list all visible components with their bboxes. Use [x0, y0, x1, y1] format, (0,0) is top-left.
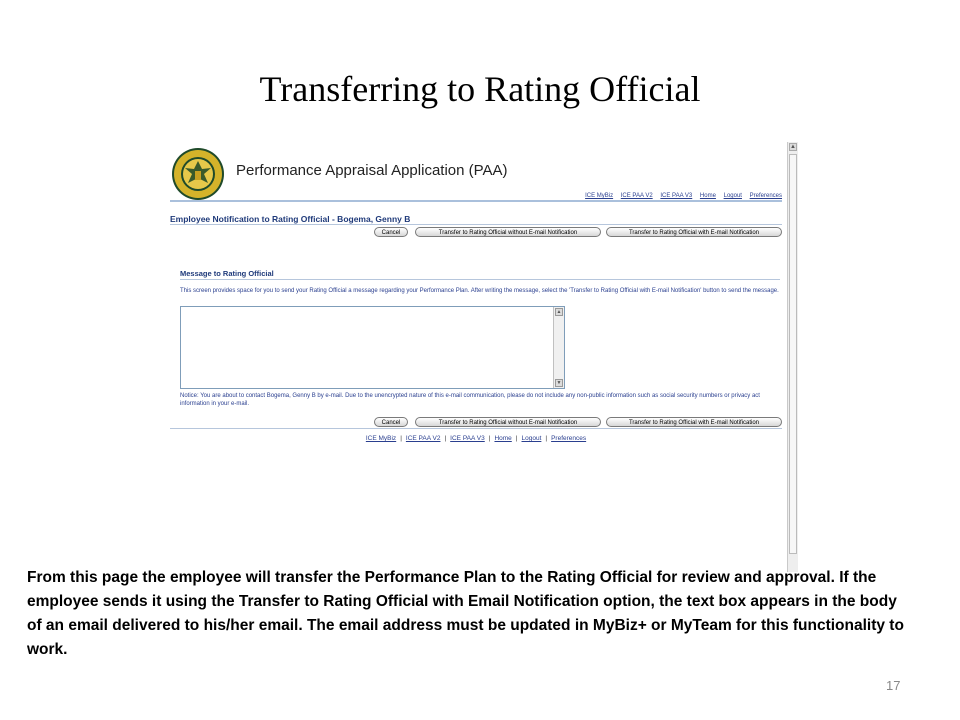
slide-title: Transferring to Rating Official — [259, 69, 701, 109]
scroll-down-icon[interactable]: ▼ — [556, 380, 562, 386]
footer-separator: | — [515, 435, 518, 442]
transfer-with-notification-button-bottom[interactable]: Transfer to Rating Official with E-mail Notification — [606, 417, 782, 427]
footer-separator: | — [444, 435, 447, 442]
global-link-ice-paa-v3[interactable]: ICE PAA V3 — [660, 193, 693, 199]
transfer-with-notification-button-top[interactable]: Transfer to Rating Official with E-mail Notification — [606, 227, 782, 237]
scrollbar-thumb[interactable] — [789, 154, 797, 554]
footer-separator: | — [400, 435, 402, 442]
message-textarea-scrollbar[interactable] — [553, 307, 564, 388]
footer-links — [166, 435, 786, 442]
paa-screenshot — [166, 142, 798, 572]
cancel-button-top[interactable]: Cancel — [374, 227, 408, 237]
message-textarea[interactable] — [180, 306, 565, 389]
message-instructions: This screen provides space for you to send your Rating Official a message regarding your Performance Plan. After writing the message, select the 'Transfer to Rating Official with E-mail Notification' button to send the message. — [180, 288, 779, 294]
email-notice: Notice: You are about to contact Bogema, Genny B by e-mail. Due to the unencrypted nature of this e-mail communication, please do not include any non-public information such as social security numbers or privacy act information in your e-mail. — [180, 393, 760, 407]
cancel-button-bottom[interactable]: Cancel — [374, 417, 408, 427]
footer-link-ice-paa-v2[interactable]: ICE PAA V2 — [405, 435, 441, 442]
footer-divider — [170, 428, 782, 429]
page-header-divider — [170, 224, 782, 225]
footer-link-ice-paa-v3[interactable]: ICE PAA V3 — [450, 435, 485, 442]
footer-separator: | — [488, 435, 491, 442]
footer-link-ice-mybiz[interactable]: ICE MyBiz — [365, 435, 397, 442]
national-guard-bureau-seal-icon — [171, 147, 225, 201]
message-section-divider — [180, 279, 780, 280]
footer-link-home[interactable]: Home — [494, 435, 512, 442]
global-link-logout[interactable]: Logout — [723, 193, 742, 199]
global-link-home[interactable]: Home — [699, 193, 716, 199]
page-header: Employee Notification to Rating Official - Bogema, Genny B — [170, 214, 411, 224]
global-link-preferences[interactable]: Preferences — [749, 193, 782, 199]
footer-link-logout[interactable]: Logout — [521, 435, 542, 442]
page-scrollbar[interactable] — [787, 142, 798, 572]
global-link-ice-mybiz[interactable]: ICE MyBiz — [585, 193, 614, 199]
global-link-ice-paa-v2[interactable]: ICE PAA V2 — [620, 193, 653, 199]
transfer-without-notification-button-bottom[interactable]: Transfer to Rating Official without E-mail Notification — [415, 417, 601, 427]
app-title: Performance Appraisal Application (PAA) — [236, 162, 508, 179]
scroll-up-icon[interactable]: ▲ — [556, 309, 562, 315]
global-links — [579, 193, 782, 199]
transfer-without-notification-button-top[interactable]: Transfer to Rating Official without E-mail Notification — [415, 227, 601, 237]
slide-description: From this page the employee will transfer the Performance Plan to the Rating Official for review and approval. If the employee sends it using the Transfer to Rating Official with Email Notification option, the text box appears in the body of an email delivered to his/her email. The email address must be updated in MyBiz+ or MyTeam for this functionality to work. — [27, 569, 904, 658]
footer-separator: | — [545, 435, 548, 442]
page-number: 17 — [886, 678, 901, 693]
message-section-title: Message to Rating Official — [180, 269, 274, 278]
footer-link-preferences[interactable]: Preferences — [551, 435, 587, 442]
header-divider — [170, 200, 782, 202]
scroll-up-icon[interactable]: ▲ — [790, 144, 796, 150]
